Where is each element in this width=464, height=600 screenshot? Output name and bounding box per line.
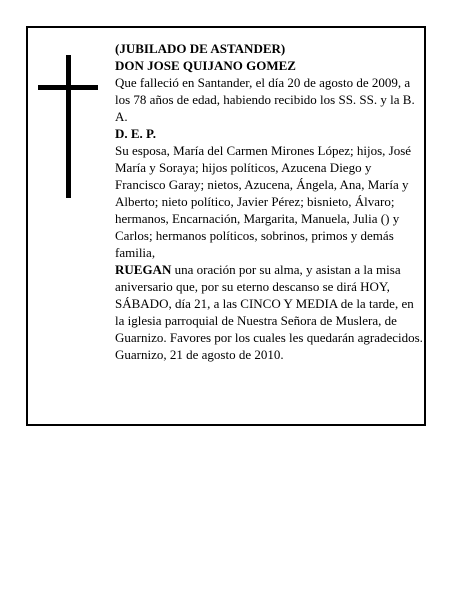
notice-header: (JUBILADO DE ASTANDER)	[115, 41, 286, 56]
cross-icon	[38, 55, 98, 198]
deceased-name: DON JOSE QUIJANO GOMEZ	[115, 58, 296, 73]
request-lead: RUEGAN	[115, 262, 172, 277]
cross-vertical-bar	[66, 55, 71, 198]
cross-horizontal-bar	[38, 85, 98, 90]
obituary-notice	[26, 26, 426, 426]
request-paragraph	[115, 261, 423, 346]
notice-text-block	[115, 40, 423, 363]
place-date: Guarnizo, 21 de agosto de 2010.	[115, 347, 284, 362]
request-body: una oración por su alma, y asistan a la misa aniversario que, por su eterno descanso se dirá HOY, SÁBADO, día 21, a las CINCO Y MEDIA de la tarde, en la iglesia parroquial de Nuestra Señora de Muslera, de Guarnizo. Favores por los cuales les quedarán agradecidos.	[115, 262, 423, 345]
rip-line: D. E. P.	[115, 126, 157, 141]
death-statement: Que falleció en Santander, el día 20 de agosto de 2009, a los 78 años de edad, habiendo recibido los SS. SS. y la B. A.	[115, 75, 415, 124]
family-list: Su esposa, María del Carmen Mirones López; hijos, José María y Soraya; hijos políticos, Azucena Diego y Francisco Garay; nietos, Azucena, Ángela, Ana, María y Alberto; nieto político, Javier Pérez; bisnieto, Álvaro; hermanos, Encarnación, Margarita, Manuela, Julia () y Carlos; hermanos políticos, sobrinos, primos y demás familia,	[115, 143, 412, 260]
